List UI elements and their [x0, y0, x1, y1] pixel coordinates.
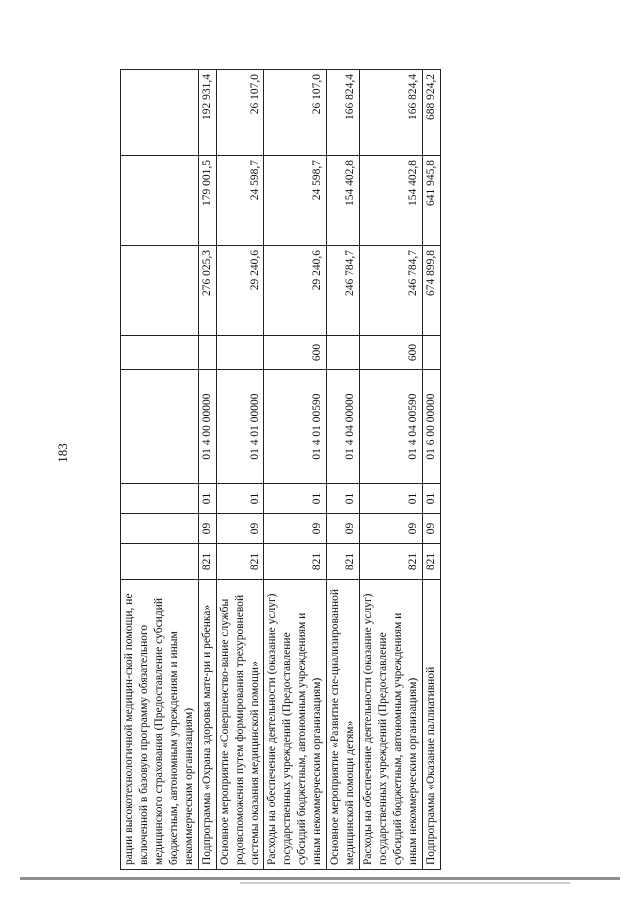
amount-year-1-cell	[121, 246, 199, 336]
amount-year-2-cell: 24 598,7	[264, 156, 327, 246]
target-article-cell: 01 6 00 00000	[422, 370, 440, 484]
amount-year-2-cell: 24 598,7	[216, 156, 264, 246]
rotated-table-area	[120, 70, 441, 870]
scan-edge-line	[20, 877, 620, 880]
section-cell	[121, 514, 199, 544]
target-article-cell: 01 4 04 00000	[327, 370, 360, 484]
item-name-cell: Подпрограмма «Оказание паллиативной	[422, 580, 440, 870]
rotated-table-container	[120, 70, 441, 870]
expense-type-cell: 600	[264, 336, 327, 370]
ministry-code-cell: 821	[422, 544, 440, 580]
table-row	[198, 70, 216, 870]
subsection-cell: 01	[264, 484, 327, 514]
subsection-cell: 01	[422, 484, 440, 514]
expense-type-cell	[198, 336, 216, 370]
target-article-cell: 01 4 01 00590	[264, 370, 327, 484]
subsection-cell	[121, 484, 199, 514]
amount-year-1-cell: 29 240,6	[216, 246, 264, 336]
amount-year-1-cell: 29 240,6	[264, 246, 327, 336]
amount-year-3-cell: 688 924,2	[422, 70, 440, 156]
ministry-code-cell: 821	[327, 544, 360, 580]
table-row	[121, 70, 199, 870]
table-row	[422, 70, 440, 870]
amount-year-3-cell: 166 824,4	[360, 70, 423, 156]
amount-year-3-cell	[121, 70, 199, 156]
ministry-code-cell: 821	[360, 544, 423, 580]
section-cell: 09	[198, 514, 216, 544]
item-name-cell: Подпрограмма «Охрана здоровья мате-ри и ребенка»	[198, 580, 216, 870]
amount-year-1-cell: 246 784,7	[360, 246, 423, 336]
amount-year-3-cell: 26 107,0	[216, 70, 264, 156]
table-row	[216, 70, 264, 870]
ministry-code-cell: 821	[264, 544, 327, 580]
expense-type-cell	[121, 336, 199, 370]
section-cell: 09	[264, 514, 327, 544]
subsection-cell: 01	[327, 484, 360, 514]
amount-year-1-cell: 674 899,8	[422, 246, 440, 336]
subsection-cell: 01	[216, 484, 264, 514]
amount-year-2-cell: 641 945,8	[422, 156, 440, 246]
expense-type-cell	[327, 336, 360, 370]
section-cell: 09	[327, 514, 360, 544]
expense-type-cell	[216, 336, 264, 370]
subsection-cell: 01	[198, 484, 216, 514]
target-article-cell	[121, 370, 199, 484]
amount-year-2-cell: 179 001,5	[198, 156, 216, 246]
expense-type-cell	[422, 336, 440, 370]
section-cell: 09	[360, 514, 423, 544]
scan-edge-line-secondary	[240, 882, 570, 884]
item-name-cell: Основное мероприятие «Развитие спе-циализированной медицинской помощи детям»	[327, 580, 360, 870]
amount-year-2-cell: 154 402,8	[360, 156, 423, 246]
amount-year-3-cell: 166 824,4	[327, 70, 360, 156]
amount-year-1-cell: 276 025,3	[198, 246, 216, 336]
table-row	[264, 70, 327, 870]
ministry-code-cell: 821	[216, 544, 264, 580]
item-name-cell: Расходы на обеспечение деятельности (оказание услуг) государственных учреждений (Предоставление субсидий бюджетным, автономным учреждениям и иным некоммерческим организациям)	[360, 580, 423, 870]
page-number: 183	[55, 443, 70, 463]
ministry-code-cell: 821	[198, 544, 216, 580]
target-article-cell: 01 4 04 00590	[360, 370, 423, 484]
amount-year-1-cell: 246 784,7	[327, 246, 360, 336]
target-article-cell: 01 4 00 00000	[198, 370, 216, 484]
table-row	[360, 70, 423, 870]
budget-table	[120, 69, 441, 870]
item-name-cell: рации высокотехнологичной медицин-ской помощи, не включенной в базовую программу обязательного медицинского страхования (Предоставление субсидий бюджетным, автономным учреждениям и иным некоммерческим организациям)	[121, 580, 199, 870]
item-name-cell: Расходы на обеспечение деятельности (оказание услуг) государственных учреждений (Предоставление субсидий бюджетным, автономным учреждениям и иным некоммерческим организациям)	[264, 580, 327, 870]
section-cell: 09	[422, 514, 440, 544]
subsection-cell: 01	[360, 484, 423, 514]
amount-year-2-cell: 154 402,8	[327, 156, 360, 246]
table-row	[327, 70, 360, 870]
table-body	[121, 70, 441, 870]
ministry-code-cell	[121, 544, 199, 580]
section-cell: 09	[216, 514, 264, 544]
amount-year-3-cell: 26 107,0	[264, 70, 327, 156]
target-article-cell: 01 4 01 00000	[216, 370, 264, 484]
amount-year-3-cell: 192 931,4	[198, 70, 216, 156]
item-name-cell: Основное мероприятие «Совершенство-вание службы родовспоможения путем формирования трехуровневой системы оказания медицинской помощи»	[216, 580, 264, 870]
amount-year-2-cell	[121, 156, 199, 246]
expense-type-cell: 600	[360, 336, 423, 370]
